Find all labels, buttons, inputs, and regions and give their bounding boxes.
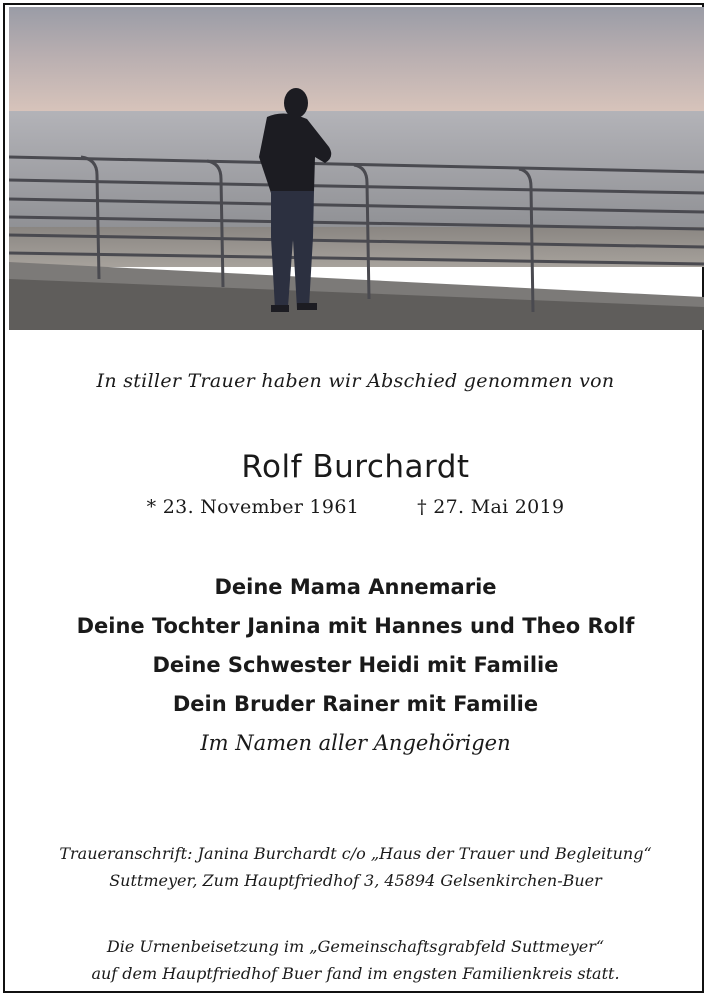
mourner-line: Im Namen aller Angehörigen — [200, 731, 511, 755]
mourner-line: Deine Mama Annemarie — [214, 575, 497, 599]
death-date: † 27. Mai 2019 — [417, 496, 565, 518]
mourner-line: Deine Schwester Heidi mit Familie — [152, 653, 559, 677]
deceased-name: Rolf Burchardt — [241, 449, 470, 485]
memorial-photo — [9, 7, 704, 330]
address-line-2: Suttmeyer, Zum Hauptfriedhof 3, 45894 Gelsenkirchen-Buer — [109, 871, 602, 890]
address-line-1: Traueranschrift: Janina Burchardt c/o „Haus der Trauer und Begleitung“ — [59, 844, 652, 863]
burial-line-1: Die Urnenbeisetzung im „Gemeinschaftsgrabfeld Suttmeyer“ — [106, 937, 605, 956]
birth-date: * 23. November 1961 — [146, 496, 360, 518]
mourners-list — [0, 568, 711, 763]
intro-text: In stiller Trauer haben wir Abschied genommen von — [96, 370, 615, 392]
burial-note — [0, 933, 711, 987]
life-dates — [0, 496, 711, 518]
mourning-address — [0, 840, 711, 894]
mourner-line: Deine Tochter Janina mit Hannes und Theo Rolf — [76, 614, 635, 638]
mourner-line: Dein Bruder Rainer mit Familie — [172, 692, 539, 716]
burial-line-2: auf dem Hauptfriedhof Buer fand im engsten Familienkreis statt. — [91, 964, 620, 983]
